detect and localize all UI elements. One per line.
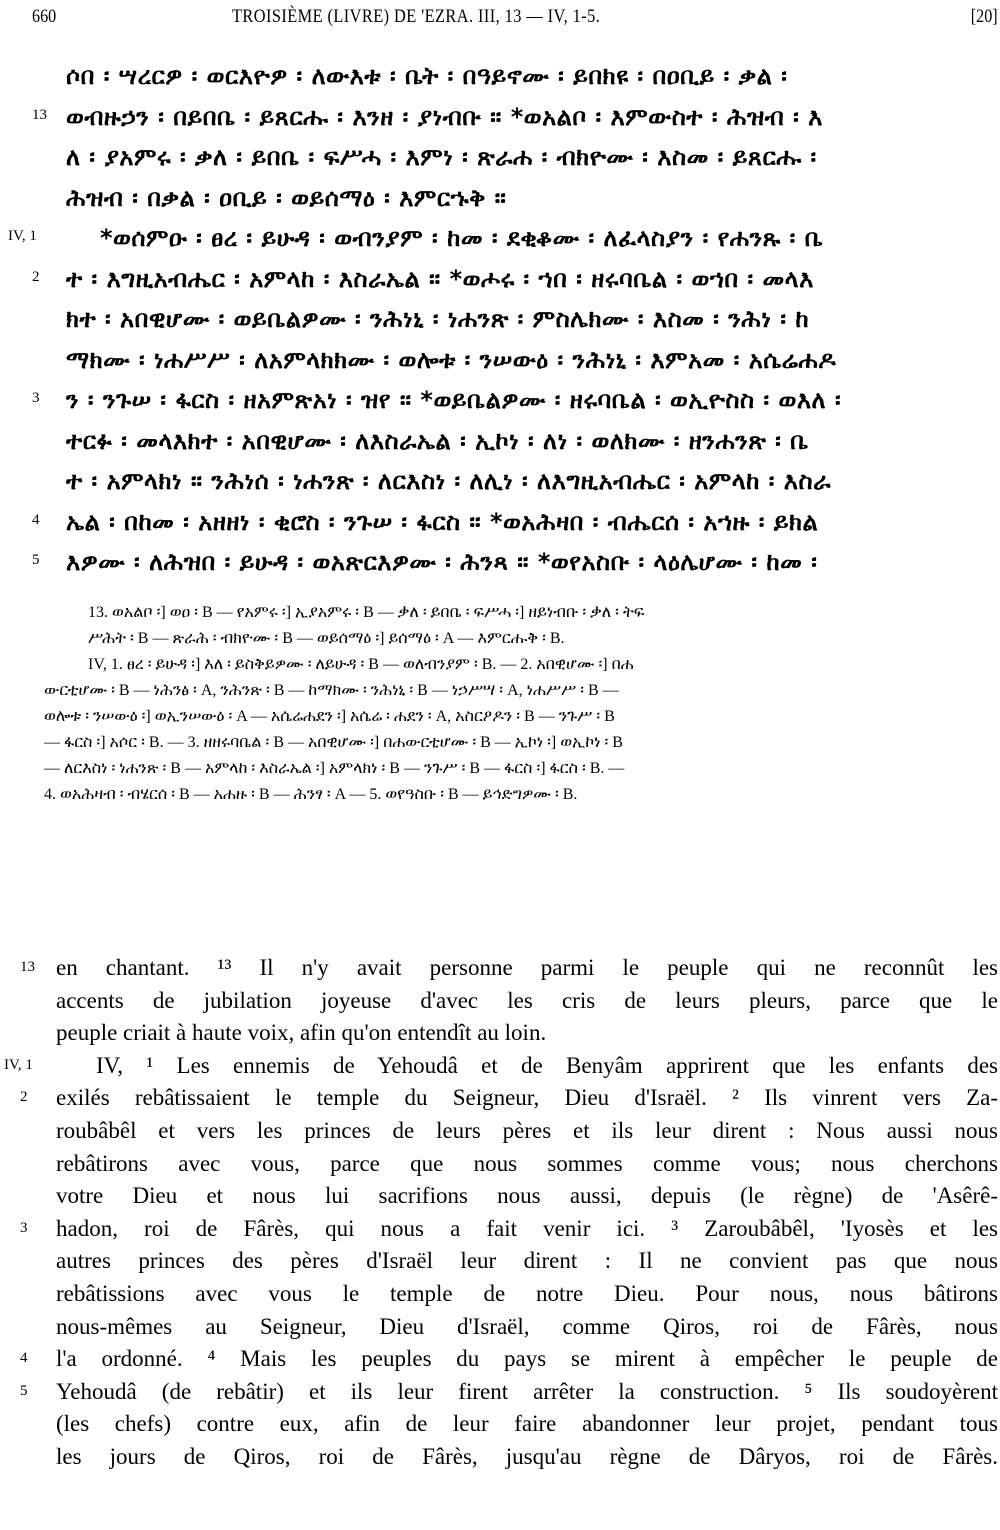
verse-number: 5 (32, 552, 40, 568)
translation-line-text: les jours de Qiros, roi de Fârès, jusqu'au règne de Dâryos, roi de Fârès. (56, 1444, 998, 1469)
translation-line-text: rebâtirons avec vous, parce que nous sommes comme vous; nous cherchons (56, 1150, 998, 1176)
translation-line-text: Yehoudâ (de rebâtir) et ils leur firent arrêter la construction. ⁵ Ils soudoyèrent (56, 1378, 998, 1404)
translation-line (0, 1343, 1000, 1375)
geez-line-text: ን ፡ ንጉሠ ፡ ፋርስ ፡ ዘአምጽአነ ፡ ዝየ ። *ወይቤልዎሙ ፡ ዘሩባቤል ፡ ወኢዮስስ ፡ ወእለ ፡ (66, 386, 842, 414)
page-header (0, 4, 1000, 34)
geez-line (0, 178, 1000, 218)
verse-number: 3 (32, 390, 40, 406)
verse-number: 5 (20, 1382, 28, 1399)
geez-line-text: ተርፉ ፡ መላእክተ ፡ አበዊሆሙ ፡ ለእስራኤል ፡ ኢኮነ ፡ ለነ ፡ ወለክሙ ፡ ዘንሐንጽ ፡ ቤ (66, 426, 809, 455)
translation-line-text: l'a ordonné. ⁴ Mais les peuples du pays se mirent à empêcher le peuple de (56, 1346, 998, 1372)
translation-line (0, 1115, 1000, 1147)
geez-line-text: ተ ፡ እግዚአብሔር ፡ አምላከ ፡ እስራኤል ። *ወሖሩ ፡ ኀበ ፡ ዘሩባቤል ፡ ወኀበ ፡ መላእ (66, 264, 814, 293)
geez-line-text: ለ ፡ ያአምሩ ፡ ቃለ ፡ ይበቤ ፡ ፍሥሓ ፡ እምነ ፡ ጽራሐ ፡ ብክዮሙ ፡ እስመ ፡ ይጸርሑ ፡ (66, 143, 817, 171)
verse-number: 2 (20, 1089, 28, 1106)
translation-line-text: en chantant. ¹³ Il n'y avait personne parmi le peuple qui ne reconnût les (56, 955, 998, 980)
geez-line (0, 56, 1000, 96)
translation-line (0, 1082, 1000, 1114)
translation-line-text: rebâtissions avec vous le temple de notre Dieu. Pour nous, nous bâtirons (56, 1281, 998, 1306)
apparatus-line: IV, 1. ፀረ ፡ ይሁዳ ፡] እለ ፡ ይስቅይዎሙ ፡ ለይሁዳ ፡ B — ወለብንያም ፡ B. — 2. አበዊሆሙ ፡] በሐ (88, 656, 634, 673)
translation-line (0, 1245, 1000, 1277)
geez-line (0, 502, 1000, 542)
translation-line (0, 1180, 1000, 1212)
apparatus-line: ውርቲሆሙ ፡ B — ነሕንፅ ፡ A, ንሕንጽ ፡ B — ከማክሙ ፡ ንሕነኒ ፡ B — ነኃሥሣ ፡ A, ነሐሥሥ ፡ B — (44, 682, 619, 699)
translation-line (0, 1408, 1000, 1440)
geez-line-text: ሕዝብ ፡ በቃል ፡ ዐቢይ ፡ ወይሰማዕ ፡ እምርኁቅ ። (66, 183, 507, 212)
geez-line-text: ኤል ፡ በከመ ፡ አዘዘነ ፡ ቂሮስ ፡ ንጉሠ ፡ ፋርስ ። *ወአሕዛበ ፡ ብሔርሰ ፡ አኀዙ ፡ ይክል (66, 507, 819, 536)
geez-line (0, 259, 1000, 299)
apparatus-line: 13. ወአልቦ ፡] ወዐ ፡ B — የአምሩ ፡] ኢያአምሩ ፡ B — ቃለ ፡ ይበቤ ፡ ፍሥሓ ፡] ዘይነብቡ ፡ ቃለ ፡ ትፍ (88, 604, 645, 621)
verse-number: 3 (20, 1219, 28, 1236)
geez-line (0, 461, 1000, 501)
translation-line-text: exilés rebâtissaient le temple du Seigneur, Dieu d'Israël. ² Ils vinrent vers Za- (56, 1085, 998, 1111)
translation-line (0, 1441, 1000, 1473)
geez-line (0, 421, 1000, 461)
geez-line-text: ክተ ፡ አበዊሆሙ ፡ ወይቤልዎሙ ፡ ንሕነኒ ፡ ነሐንጽ ፡ ምስሌክሙ ፡ እስመ ፡ ንሕነ ፡ ከ (66, 305, 810, 333)
verse-number: 13 (32, 106, 47, 123)
signature-mark: [20] (971, 6, 998, 27)
translation-line (0, 1376, 1000, 1408)
translation-line-text: nous-mêmes au Seigneur, Dieu d'Israël, comme Qiros, roi de Fârès, nous (56, 1313, 998, 1339)
geez-line-text: ተ ፡ አምላክነ ። ንሕነሰ ፡ ነሐንጽ ፡ ለርእስነ ፡ ለሊነ ፡ ለእግዚአብሔር ፡ አምላከ ፡ እስራ (66, 467, 831, 495)
geez-line (0, 299, 1000, 339)
translation-line (0, 1017, 1000, 1049)
translation-line-text: accents de jubilation joyeuse d'avec les cris de leurs pleurs, parce que le (56, 987, 998, 1013)
geez-line-text: እዎሙ ፡ ለሕዝበ ፡ ይሁዳ ፡ ወአጽርእዎሙ ፡ ሕንጻ ። *ወየአስቡ ፡ ላዕሌሆሙ ፡ ከመ ፡ (66, 548, 818, 576)
translation-line-text: roubâbêl et vers les princes de leurs pères et ils leur dirent : Nous aussi nous (56, 1118, 998, 1143)
verse-number: IV, 1 (8, 228, 37, 244)
apparatus-line: 4. ወአሕዛብ ፡ ብሄርሰ ፡ B — አሐዙ ፡ B — ሕንፃ ፡ A — 5. ወየዓስቡ ፡ B — ይኅድግዎሙ ፡ B. (44, 786, 578, 803)
verse-number: 4 (32, 511, 40, 528)
verse-number: IV, 1 (4, 1056, 33, 1073)
running-title: TROISIÈME (LIVRE) DE 'EZRA. III, 13 — IV, 1-5. (232, 6, 601, 27)
translation-line (0, 1311, 1000, 1343)
geez-line (0, 137, 1000, 177)
translation-line (0, 1213, 1000, 1245)
translation-line-text: (les chefs) contre eux, afin de leur faire abandonner leur projet, pendant tous (56, 1411, 998, 1437)
geez-line-text: *ወሰምዑ ፡ ፀረ ፡ ይሁዳ ፡ ወብንያም ፡ ከመ ፡ ደቂቆሙ ፡ ለፈላስያን ፡ የሐንጹ ፡ ቤ (100, 224, 824, 252)
geez-line (0, 218, 1000, 258)
translation-line-text: hadon, roi de Fârès, qui nous a fait venir ici. ³ Zaroubâbêl, 'Iyosès et les (56, 1215, 998, 1241)
geez-line (0, 380, 1000, 420)
geez-line-text: ወብዙኃን ፡ በይበቤ ፡ ይጸርሑ ፡ እንዘ ፡ ያነብቡ ። *ወአልቦ ፡ እምውስተ ፡ ሕዝብ ፡ እ (66, 102, 823, 131)
apparatus-line: ሥሕት ፡ B — ጽራሕ ፡ ብክዮሙ ፡ B — ወይሰማዕ ፡] ይሰማዕ ፡ A — እምርሑቅ ፡ B. (88, 630, 565, 647)
apparatus-line: ወሎቱ ፡ ንሠውዕ ፡] ወኢንሠውዕ ፡ A — አሴሬሐደን ፡] አሴሬ ፡ ሐደን ፡ A, አስርዖዶን ፡ B — ንጉሥ ፡ B (44, 708, 615, 725)
translation-line (0, 1148, 1000, 1180)
translation-line-text: IV, ¹ Les ennemis de Yehoudâ et de Benyâm apprirent que les enfants des (96, 1052, 998, 1078)
translation-line (0, 952, 1000, 984)
verse-number: 2 (32, 268, 40, 285)
geez-line (0, 97, 1000, 137)
geez-line-text: ማክሙ ፡ ነሐሥሥ ፡ ለአምላክክሙ ፡ ወሎቱ ፡ ንሠውዕ ፡ ንሕነኒ ፡ እምአመ ፡ አሴሬሐዶ (66, 345, 837, 374)
translation-line-text: peuple criait à haute voix, afin qu'on entendît au loin. (56, 1020, 547, 1046)
geez-line (0, 542, 1000, 582)
apparatus-line: — ለርእስነ ፡ ነሐንጽ ፡ B — አምላከ ፡ እስራኤል ፡] አምላክነ ፡ B — ንጉሥ ፡ B — ፋርስ ፡] ፋርስ ፡ B. — (44, 760, 625, 777)
page-number: 660 (32, 6, 57, 27)
translation-line-text: votre Dieu et nous lui sacrifions nous aussi, depuis (le règne) de 'Asêrê- (56, 1183, 998, 1209)
translation-line (0, 985, 1000, 1017)
apparatus-line: — ፋርስ ፡] አሶር ፡ B. — 3. ዘዘሩባቤል ፡ B — አበዊሆሙ ፡] በሐውርቲሆሙ ፡ B — ኢኮነ ፡] ወኢኮነ ፡ B (44, 734, 623, 751)
geez-line-text: ሶበ ፡ ሣረርዎ ፡ ወርእዮዎ ፡ ለውእቱ ፡ ቤት ፡ በዓይኖሙ ፡ ይበክዩ ፡ በዐቢይ ፡ ቃል ፡ (66, 62, 788, 90)
translation-line (0, 1050, 1000, 1082)
geez-line (0, 340, 1000, 380)
translation-line-text: autres princes des pères d'Israël leur dirent : Il ne convient pas que nous (56, 1248, 998, 1274)
verse-number: 13 (20, 959, 35, 975)
verse-number: 4 (20, 1350, 28, 1367)
translation-line (0, 1278, 1000, 1310)
